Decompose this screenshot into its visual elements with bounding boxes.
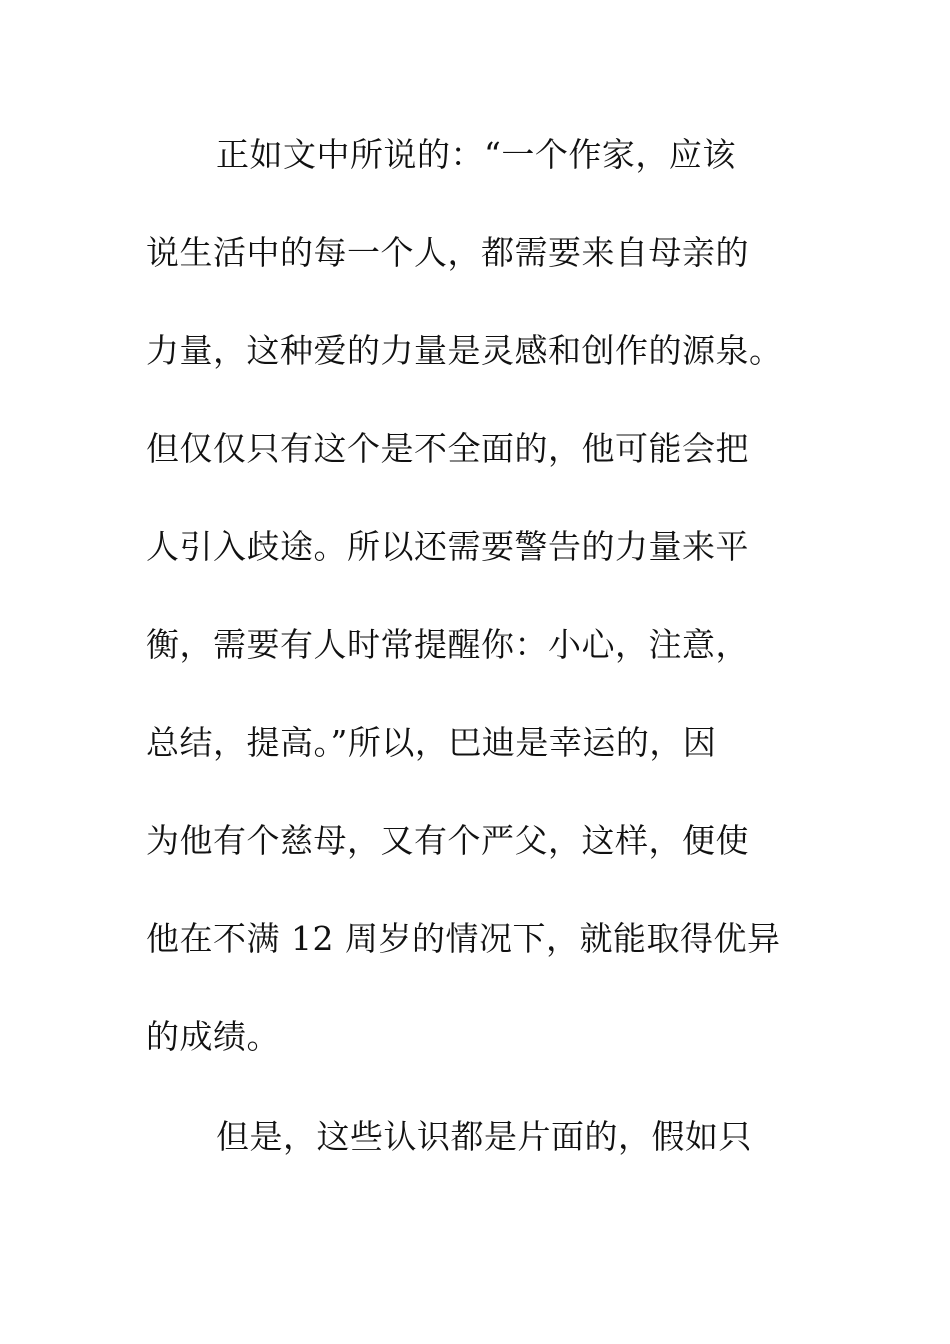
paragraph-line: 总结，提高。”所以，巴迪是幸运的，因 [146, 723, 717, 762]
paragraph-line: 为他有个慈母，又有个严父，这样，便使 [146, 821, 749, 860]
paragraph-line: 但仅仅只有这个是不全面的，他可能会把 [146, 429, 749, 468]
paragraph-line: 正如文中所说的：“一个作家，应该 [216, 135, 736, 174]
paragraph-line: 力量，这种爱的力量是灵感和创作的源泉。 [146, 331, 783, 370]
paragraph-line: 人引入歧途。所以还需要警告的力量来平 [146, 527, 749, 566]
paragraph-line: 衡，需要有人时常提醒你：小心，注意， [146, 625, 749, 664]
paragraph-line: 他在不满 12 周岁的情况下，就能取得优异 [146, 919, 781, 958]
paragraph-line: 说生活中的每一个人，都需要来自母亲的 [146, 233, 749, 272]
paragraph-line: 的成绩。 [146, 1017, 280, 1056]
paragraph-line: 但是，这些认识都是片面的，假如只 [216, 1117, 752, 1156]
